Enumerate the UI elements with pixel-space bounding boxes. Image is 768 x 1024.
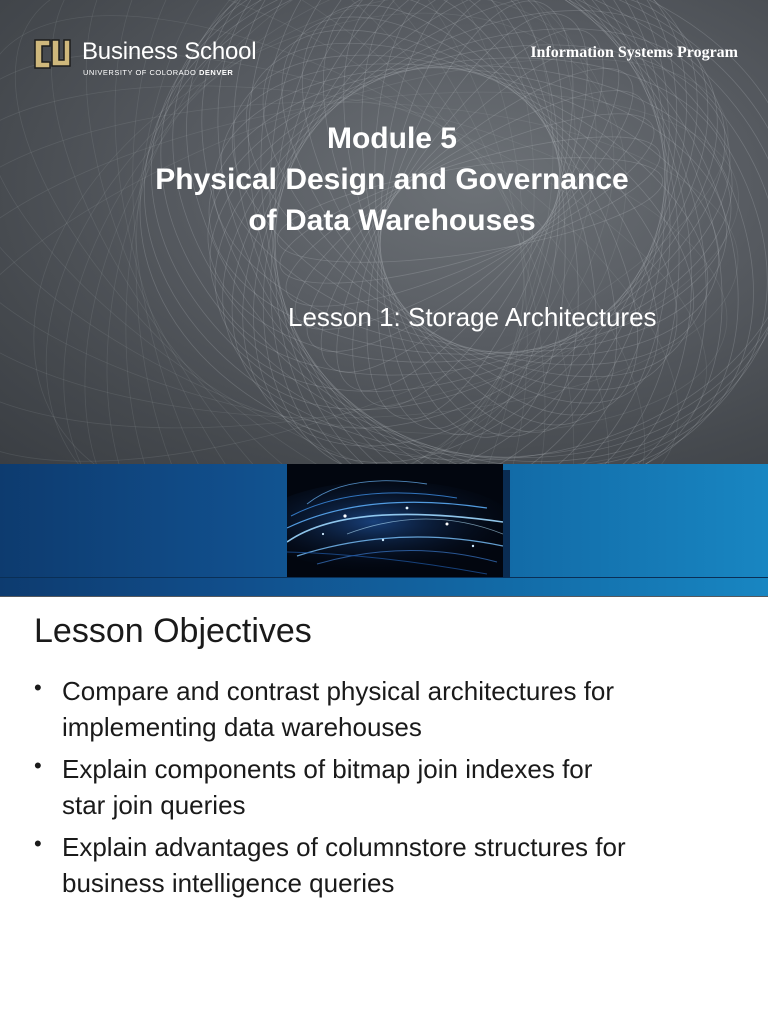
objective-text: [62, 829, 754, 901]
objective-text: [62, 751, 754, 823]
objectives-title: Lesson Objectives: [34, 612, 312, 650]
objective-line: implementing data warehouses: [62, 712, 422, 742]
title-line-3: of Data Warehouses: [248, 204, 536, 237]
objective-line: star join queries: [62, 790, 246, 820]
objective-item: [34, 829, 754, 901]
objective-line: Explain components of bitmap join indexes for: [62, 754, 593, 784]
objectives-list: [34, 673, 754, 907]
logo-campus: DENVER: [198, 68, 234, 77]
objective-item: [34, 673, 754, 745]
cu-logo-icon: [32, 34, 72, 74]
bullet-marker: •: [34, 831, 42, 856]
logo-name: Business School: [82, 38, 257, 65]
title-line-2: Physical Design and Governance: [155, 163, 629, 196]
objective-text: [62, 673, 754, 745]
program-name: Information Systems Program: [530, 44, 738, 61]
objectives-slide: [0, 597, 768, 1024]
objective-line: Compare and contrast physical architectures for: [62, 676, 615, 706]
slide-title: [14, 118, 768, 241]
logo-university: [83, 68, 233, 77]
bullet-marker: •: [34, 675, 42, 700]
lesson-subtitle: Lesson 1: Storage Architectures: [288, 302, 657, 332]
business-school-logo: [32, 34, 272, 82]
title-line-1: Module 5: [326, 122, 457, 155]
bullet-marker: •: [34, 753, 42, 778]
banner-divider: [0, 577, 768, 578]
logo-university-name: UNIVERSITY OF COLORADO: [83, 68, 197, 77]
objective-item: [34, 751, 754, 823]
objective-line: business intelligence queries: [62, 868, 395, 898]
network-globe-image: [287, 464, 503, 577]
objective-line: Explain advantages of columnstore structures for: [62, 832, 626, 862]
banner-image-shadow: [503, 470, 510, 577]
